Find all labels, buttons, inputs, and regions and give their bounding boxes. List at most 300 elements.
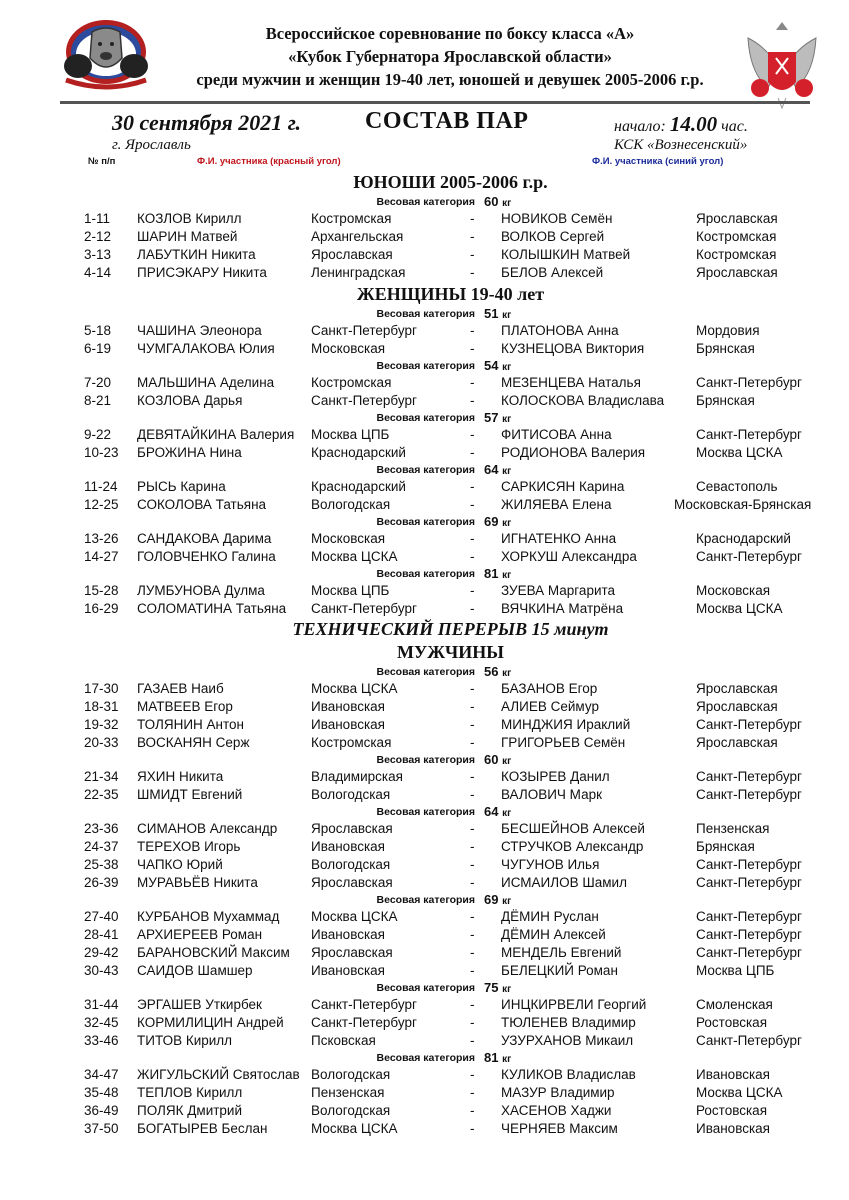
weight-category-header — [0, 358, 849, 374]
weight-category-header — [0, 514, 849, 530]
weight-value: 60 — [484, 194, 499, 209]
versus-dash: - — [470, 997, 475, 1012]
blue-corner-team: Ярославская — [696, 735, 778, 750]
blue-corner-name: ВЯЧКИНА Матрёна — [501, 601, 624, 616]
blue-corner-name: КОЛЫШКИН Матвей — [501, 247, 631, 262]
start-time — [614, 112, 748, 137]
section-title: МУЖЧИНЫ — [397, 642, 504, 662]
weight-unit: кг — [502, 1054, 512, 1065]
versus-dash: - — [470, 963, 475, 978]
versus-dash: - — [470, 211, 475, 226]
versus-dash: - — [470, 549, 475, 564]
weight-category-header — [0, 1050, 849, 1066]
event-date: 30 сентября 2021 г. — [112, 110, 302, 135]
bout-number: 18-31 — [84, 699, 119, 714]
red-corner-name: ТЕПЛОВ Кирилл — [137, 1085, 243, 1100]
bout-number: 29-42 — [84, 945, 119, 960]
versus-dash: - — [470, 601, 475, 616]
blue-corner-team: Санкт-Петербург — [696, 549, 802, 564]
weight-value: 60 — [484, 752, 499, 767]
red-corner-name: ТОЛЯНИН Антон — [137, 717, 245, 732]
bout-row — [0, 340, 849, 358]
bout-number: 22-35 — [84, 787, 119, 802]
blue-corner-name: МАЗУР Владимир — [501, 1085, 615, 1100]
bout-number: 3-13 — [84, 247, 112, 262]
red-corner-team: Ярославская — [311, 945, 393, 960]
bout-number: 15-28 — [84, 583, 119, 598]
red-corner-team: Санкт-Петербург — [311, 1015, 417, 1030]
bout-row — [0, 478, 849, 496]
blue-corner-name: КУЛИКОВ Владислав — [501, 1067, 636, 1082]
blue-corner-team: Мордовия — [696, 323, 760, 338]
weight-category-header — [0, 804, 849, 820]
weight-value: 64 — [484, 462, 499, 477]
blue-corner-name: УЗУРХАНОВ Микаил — [501, 1033, 634, 1048]
blue-corner-team: Санкт-Петербург — [696, 787, 802, 802]
red-corner-name: ШАРИН Матвей — [137, 229, 238, 244]
bout-row — [0, 530, 849, 548]
red-corner-team: Ленинградская — [311, 265, 406, 280]
red-corner-team: Ивановская — [311, 839, 385, 854]
bout-number: 21-34 — [84, 769, 119, 784]
blue-corner-team: Ивановская — [696, 1067, 770, 1082]
blue-corner-name: ПЛАТОНОВА Анна — [501, 323, 619, 338]
weight-category-header — [0, 980, 849, 996]
blue-corner-name: ЧЕРНЯЕВ Максим — [501, 1121, 618, 1136]
blue-corner-team: Москва ЦСКА — [696, 445, 783, 460]
blue-corner-team: Костромская — [696, 247, 777, 262]
start-time-value: 14.00 — [669, 112, 718, 136]
versus-dash: - — [470, 427, 475, 442]
event-venue: КСК «Вознесенский» — [614, 137, 748, 153]
section-title: ЮНОШИ 2005-2006 г.р. — [353, 172, 548, 192]
red-corner-team: Костромская — [311, 211, 392, 226]
header-line-1: Всероссийское соревнование по боксу класса «А» — [265, 24, 635, 43]
red-corner-name: ЖИГУЛЬСКИЙ Святослав — [137, 1067, 300, 1082]
red-corner-name: ТЕРЕХОВ Игорь — [137, 839, 241, 854]
red-corner-name: ЧАПКО Юрий — [137, 857, 223, 872]
weight-unit: кг — [502, 984, 512, 995]
bout-row — [0, 600, 849, 618]
red-corner-team: Вологодская — [311, 497, 391, 512]
bout-row — [0, 734, 849, 752]
blue-corner-name: АЛИЕВ Сеймур — [501, 699, 599, 714]
blue-corner-team: Брянская — [696, 393, 755, 408]
red-corner-team: Москва ЦСКА — [311, 681, 398, 696]
blue-corner-name: БАЗАНОВ Егор — [501, 681, 598, 696]
blue-corner-team: Московская-Брянская — [674, 497, 812, 512]
bout-row — [0, 1014, 849, 1032]
red-corner-team: Краснодарский — [311, 445, 406, 460]
bout-number: 34-47 — [84, 1067, 119, 1082]
weight-value: 64 — [484, 804, 499, 819]
bout-number: 13-26 — [84, 531, 119, 546]
red-corner-team: Московская — [311, 341, 386, 356]
red-corner-team: Ивановская — [311, 963, 385, 978]
start-label: начало: — [614, 118, 666, 135]
bout-row — [0, 874, 849, 892]
weight-category-label: Весовая категория — [376, 894, 475, 906]
red-corner-name: РЫСЬ Карина — [137, 479, 226, 494]
red-corner-team: Москва ЦСКА — [311, 1121, 398, 1136]
bout-row — [0, 1066, 849, 1084]
red-corner-name: САНДАКОВА Дарима — [137, 531, 272, 546]
weight-category-label: Весовая категория — [376, 412, 475, 424]
weight-category-header — [0, 664, 849, 680]
weight-unit: кг — [502, 198, 512, 209]
red-corner-team: Москва ЦСКА — [311, 549, 398, 564]
red-corner-team: Москва ЦПБ — [311, 583, 390, 598]
red-corner-name: СОКОЛОВА Татьяна — [137, 497, 267, 512]
weight-unit: кг — [502, 756, 512, 767]
weight-category-header — [0, 892, 849, 908]
weight-unit: кг — [502, 310, 512, 321]
bout-number: 2-12 — [84, 229, 112, 244]
red-corner-name: СОЛОМАТИНА Татьяна — [137, 601, 287, 616]
red-corner-name: ВОСКАНЯН Серж — [137, 735, 250, 750]
bout-row — [0, 680, 849, 698]
blue-corner-name: ЧУГУНОВ Илья — [501, 857, 600, 872]
blue-corner-name: ДЁМИН Руслан — [501, 909, 599, 924]
weight-category-label: Весовая категория — [376, 1052, 475, 1064]
weight-category-header — [0, 752, 849, 768]
red-corner-name: ЯХИН Никита — [137, 769, 224, 784]
competition-header — [150, 22, 750, 91]
bout-row — [0, 1084, 849, 1102]
red-corner-team: Санкт-Петербург — [311, 997, 417, 1012]
red-corner-team: Псковская — [311, 1033, 376, 1048]
red-corner-team: Вологодская — [311, 787, 391, 802]
blue-corner-name: ХОРКУШ Александра — [501, 549, 637, 564]
bout-number: 7-20 — [84, 375, 112, 390]
bout-number: 26-39 — [84, 875, 119, 890]
blue-corner-name: БЕСШЕЙНОВ Алексей — [501, 821, 645, 836]
weight-category-label: Весовая категория — [376, 464, 475, 476]
weight-category-label: Весовая категория — [376, 308, 475, 320]
blue-corner-team: Костромская — [696, 229, 777, 244]
bout-number: 10-23 — [84, 445, 119, 460]
blue-corner-name: КУЗНЕЦОВА Виктория — [501, 341, 645, 356]
blue-corner-name: ВОЛКОВ Сергей — [501, 229, 605, 244]
blue-corner-name: МЕЗЕНЦЕВА Наталья — [501, 375, 641, 390]
weight-category-label: Весовая категория — [376, 516, 475, 528]
bout-number: 12-25 — [84, 497, 119, 512]
blue-corner-name: ГРИГОРЬЕВ Семён — [501, 735, 626, 750]
blue-corner-name: РОДИОНОВА Валерия — [501, 445, 646, 460]
red-corner-name: АРХИЕРЕЕВ Роман — [137, 927, 263, 942]
bout-number: 19-32 — [84, 717, 119, 732]
bout-number: 1-11 — [84, 211, 111, 226]
bout-row — [0, 926, 849, 944]
bout-row — [0, 582, 849, 600]
red-corner-name: ГАЗАЕВ Наиб — [137, 681, 224, 696]
bout-row — [0, 246, 849, 264]
bout-row — [0, 496, 849, 514]
weight-value: 51 — [484, 306, 499, 321]
weight-unit: кг — [502, 896, 512, 907]
blue-corner-team: Пензенская — [696, 821, 770, 836]
blue-corner-name: МЕНДЕЛЬ Евгений — [501, 945, 622, 960]
event-city: г. Ярославль — [112, 137, 191, 153]
blue-corner-team: Санкт-Петербург — [696, 875, 802, 890]
bout-row — [0, 786, 849, 804]
red-corner-name: МУРАВЬЁВ Никита — [137, 875, 258, 890]
bout-number: 33-46 — [84, 1033, 119, 1048]
versus-dash: - — [470, 583, 475, 598]
bout-row — [0, 374, 849, 392]
bout-row — [0, 210, 849, 228]
bout-number: 35-48 — [84, 1085, 119, 1100]
blue-corner-team: Москва ЦСКА — [696, 601, 783, 616]
red-corner-name: ЛАБУТКИН Никита — [137, 247, 256, 262]
bout-row — [0, 820, 849, 838]
red-corner-team: Ярославская — [311, 247, 393, 262]
red-corner-name: КОЗЛОВ Кирилл — [137, 211, 242, 226]
blue-corner-team: Санкт-Петербург — [696, 769, 802, 784]
red-corner-team: Ивановская — [311, 699, 385, 714]
blue-corner-team: Севастополь — [696, 479, 778, 494]
bout-number: 27-40 — [84, 909, 119, 924]
bout-number: 14-27 — [84, 549, 119, 564]
blue-corner-team: Брянская — [696, 839, 755, 854]
blue-corner-team: Смоленская — [696, 997, 773, 1012]
weight-unit: кг — [502, 362, 512, 373]
versus-dash: - — [470, 699, 475, 714]
bout-number: 37-50 — [84, 1121, 119, 1136]
versus-dash: - — [470, 1033, 475, 1048]
versus-dash: - — [470, 927, 475, 942]
blue-corner-team: Санкт-Петербург — [696, 927, 802, 942]
versus-dash: - — [470, 1067, 475, 1082]
blue-corner-team: Санкт-Петербург — [696, 857, 802, 872]
weight-unit: кг — [502, 518, 512, 529]
bout-number: 23-36 — [84, 821, 119, 836]
bout-number: 17-30 — [84, 681, 119, 696]
bout-number: 8-21 — [84, 393, 112, 408]
red-corner-team: Костромская — [311, 735, 392, 750]
versus-dash: - — [470, 247, 475, 262]
red-corner-name: БОГАТЫРЕВ Беслан — [137, 1121, 268, 1136]
versus-dash: - — [470, 787, 475, 802]
bouts-list — [0, 170, 849, 1138]
bout-row — [0, 856, 849, 874]
versus-dash: - — [470, 735, 475, 750]
section-title: ЖЕНЩИНЫ 19-40 лет — [356, 284, 545, 304]
bout-number: 25-38 — [84, 857, 119, 872]
weight-category-header — [0, 194, 849, 210]
versus-dash: - — [470, 445, 475, 460]
red-corner-team: Краснодарский — [311, 479, 406, 494]
blue-corner-name: САРКИСЯН Карина — [501, 479, 625, 494]
weight-category-label: Весовая категория — [376, 196, 475, 208]
bout-number: 36-49 — [84, 1103, 119, 1118]
bout-row — [0, 716, 849, 734]
bout-number: 32-45 — [84, 1015, 119, 1030]
weight-value: 69 — [484, 514, 499, 529]
red-corner-name: ШМИДТ Евгений — [137, 787, 243, 802]
blue-corner-name: ФИТИСОВА Анна — [501, 427, 612, 442]
weight-unit: кг — [502, 466, 512, 477]
red-corner-name: ДЕВЯТАЙКИНА Валерия — [137, 427, 295, 442]
versus-dash: - — [470, 341, 475, 356]
blue-corner-name: ДЁМИН Алексей — [501, 927, 606, 942]
bout-row — [0, 1032, 849, 1050]
red-corner-team: Вологодская — [311, 857, 391, 872]
red-corner-name: ЧАШИНА Элеонора — [137, 323, 262, 338]
red-corner-name: ПРИСЭКАРУ Никита — [137, 265, 267, 280]
bout-row — [0, 768, 849, 786]
ministry-eagle-emblem-icon — [738, 18, 826, 110]
versus-dash: - — [470, 323, 475, 338]
weight-category-label: Весовая категория — [376, 568, 475, 580]
blue-corner-team: Краснодарский — [696, 531, 791, 546]
red-corner-name: КОРМИЛИЦИН Андрей — [137, 1015, 284, 1030]
red-corner-name: БРОЖИНА Нина — [137, 445, 242, 460]
bout-row — [0, 1102, 849, 1120]
weight-unit: кг — [502, 570, 512, 581]
versus-dash: - — [470, 393, 475, 408]
red-corner-team: Ярославская — [311, 821, 393, 836]
versus-dash: - — [470, 1103, 475, 1118]
blue-corner-team: Брянская — [696, 341, 755, 356]
blue-corner-name: БЕЛОВ Алексей — [501, 265, 604, 280]
blue-corner-team: Ярославская — [696, 699, 778, 714]
red-corner-team: Москва ЦСКА — [311, 909, 398, 924]
versus-dash: - — [470, 821, 475, 836]
red-corner-name: СИМАНОВ Александр — [137, 821, 278, 836]
bout-row — [0, 908, 849, 926]
blue-corner-team: Ярославская — [696, 265, 778, 280]
blue-corner-team: Санкт-Петербург — [696, 1033, 802, 1048]
bout-row — [0, 698, 849, 716]
blue-corner-name: ИСМАИЛОВ Шамил — [501, 875, 627, 890]
blue-corner-team: Ярославская — [696, 211, 778, 226]
blue-corner-team: Санкт-Петербург — [696, 945, 802, 960]
red-corner-team: Вологодская — [311, 1103, 391, 1118]
red-corner-team: Ивановская — [311, 927, 385, 942]
red-corner-team: Московская — [311, 531, 386, 546]
blue-corner-name: ВАЛОВИЧ Марк — [501, 787, 602, 802]
blue-corner-name: ЗУЕВА Маргарита — [501, 583, 616, 598]
bout-number: 9-22 — [84, 427, 112, 442]
boxing-federation-bear-logo-icon — [58, 18, 154, 90]
red-corner-team: Ивановская — [311, 717, 385, 732]
blue-corner-name: НОВИКОВ Семён — [501, 211, 613, 226]
bout-number: 16-29 — [84, 601, 119, 616]
weight-unit: кг — [502, 414, 512, 425]
blue-corner-name: ИГНАТЕНКО Анна — [501, 531, 617, 546]
versus-dash: - — [470, 1121, 475, 1136]
red-corner-name: ТИТОВ Кирилл — [137, 1033, 233, 1048]
blue-corner-name: ИНЦКИРВЕЛИ Георгий — [501, 997, 647, 1012]
blue-corner-name: КОЛОСКОВА Владислава — [501, 393, 665, 408]
weight-category-header — [0, 462, 849, 478]
bout-row — [0, 392, 849, 410]
column-header-blue-corner: Ф.И. участника (синий угол) — [592, 156, 724, 167]
blue-corner-name: ХАСЕНОВ Хаджи — [501, 1103, 612, 1118]
red-corner-name: САИДОВ Шамшер — [137, 963, 253, 978]
header-divider — [60, 101, 810, 104]
bout-number: 20-33 — [84, 735, 119, 750]
weight-category-header — [0, 410, 849, 426]
versus-dash: - — [470, 1015, 475, 1030]
bout-row — [0, 944, 849, 962]
versus-dash: - — [470, 857, 475, 872]
bout-row — [0, 264, 849, 282]
red-corner-name: БАРАНОВСКИЙ Максим — [137, 945, 290, 960]
weight-value: 56 — [484, 664, 499, 679]
blue-corner-team: Москва ЦСКА — [696, 1085, 783, 1100]
blue-corner-team: Московская — [696, 583, 771, 598]
versus-dash: - — [470, 681, 475, 696]
red-corner-team: Санкт-Петербург — [311, 323, 417, 338]
weight-value: 81 — [484, 566, 499, 581]
red-corner-name: КОЗЛОВА Дарья — [137, 393, 243, 408]
versus-dash: - — [470, 531, 475, 546]
versus-dash: - — [470, 1085, 475, 1100]
red-corner-name: ЛУМБУНОВА Дулма — [137, 583, 265, 598]
bout-number: 5-18 — [84, 323, 112, 338]
blue-corner-name: СТРУЧКОВ Александр — [501, 839, 644, 854]
blue-corner-name: КОЗЫРЕВ Данил — [501, 769, 610, 784]
red-corner-name: ЧУМГАЛАКОВА Юлия — [137, 341, 275, 356]
weight-unit: кг — [502, 668, 512, 679]
red-corner-name: МАТВЕЕВ Егор — [137, 699, 233, 714]
weight-category-label: Весовая категория — [376, 806, 475, 818]
bout-row — [0, 962, 849, 980]
red-corner-name: ГОЛОВЧЕНКО Галина — [137, 549, 276, 564]
versus-dash: - — [470, 229, 475, 244]
weight-value: 81 — [484, 1050, 499, 1065]
versus-dash: - — [470, 265, 475, 280]
red-corner-team: Санкт-Петербург — [311, 601, 417, 616]
blue-corner-name: БЕЛЕЦКИЙ Роман — [501, 963, 618, 978]
versus-dash: - — [470, 839, 475, 854]
bout-row — [0, 996, 849, 1014]
weight-category-header — [0, 306, 849, 322]
blue-corner-team: Ростовская — [696, 1103, 768, 1118]
weight-value: 75 — [484, 980, 499, 995]
bout-number: 4-14 — [84, 265, 112, 280]
versus-dash: - — [470, 479, 475, 494]
start-time-unit: час. — [721, 118, 748, 135]
bout-row — [0, 838, 849, 856]
document-title: СОСТАВ ПАР — [365, 108, 529, 134]
weight-value: 54 — [484, 358, 499, 373]
blue-corner-team: Ивановская — [696, 1121, 770, 1136]
bout-number: 31-44 — [84, 997, 119, 1012]
weight-category-header — [0, 566, 849, 582]
red-corner-team: Москва ЦПБ — [311, 427, 390, 442]
versus-dash: - — [470, 497, 475, 512]
blue-corner-team: Ростовская — [696, 1015, 768, 1030]
red-corner-team: Ярославская — [311, 875, 393, 890]
bout-row — [0, 322, 849, 340]
header-line-3: среди мужчин и женщин 19-40 лет, юношей и девушек 2005-2006 г.р. — [196, 70, 704, 89]
bout-number: 24-37 — [84, 839, 119, 854]
versus-dash: - — [470, 909, 475, 924]
blue-corner-team: Санкт-Петербург — [696, 717, 802, 732]
bout-number: 11-24 — [84, 479, 118, 494]
versus-dash: - — [470, 875, 475, 890]
versus-dash: - — [470, 375, 475, 390]
bout-number: 30-43 — [84, 963, 119, 978]
red-corner-name: ЭРГАШЕВ Уткирбек — [137, 997, 262, 1012]
versus-dash: - — [470, 769, 475, 784]
technical-break-title: ТЕХНИЧЕСКИЙ ПЕРЕРЫВ 15 минут — [292, 619, 609, 639]
weight-category-label: Весовая категория — [376, 982, 475, 994]
weight-value: 69 — [484, 892, 499, 907]
